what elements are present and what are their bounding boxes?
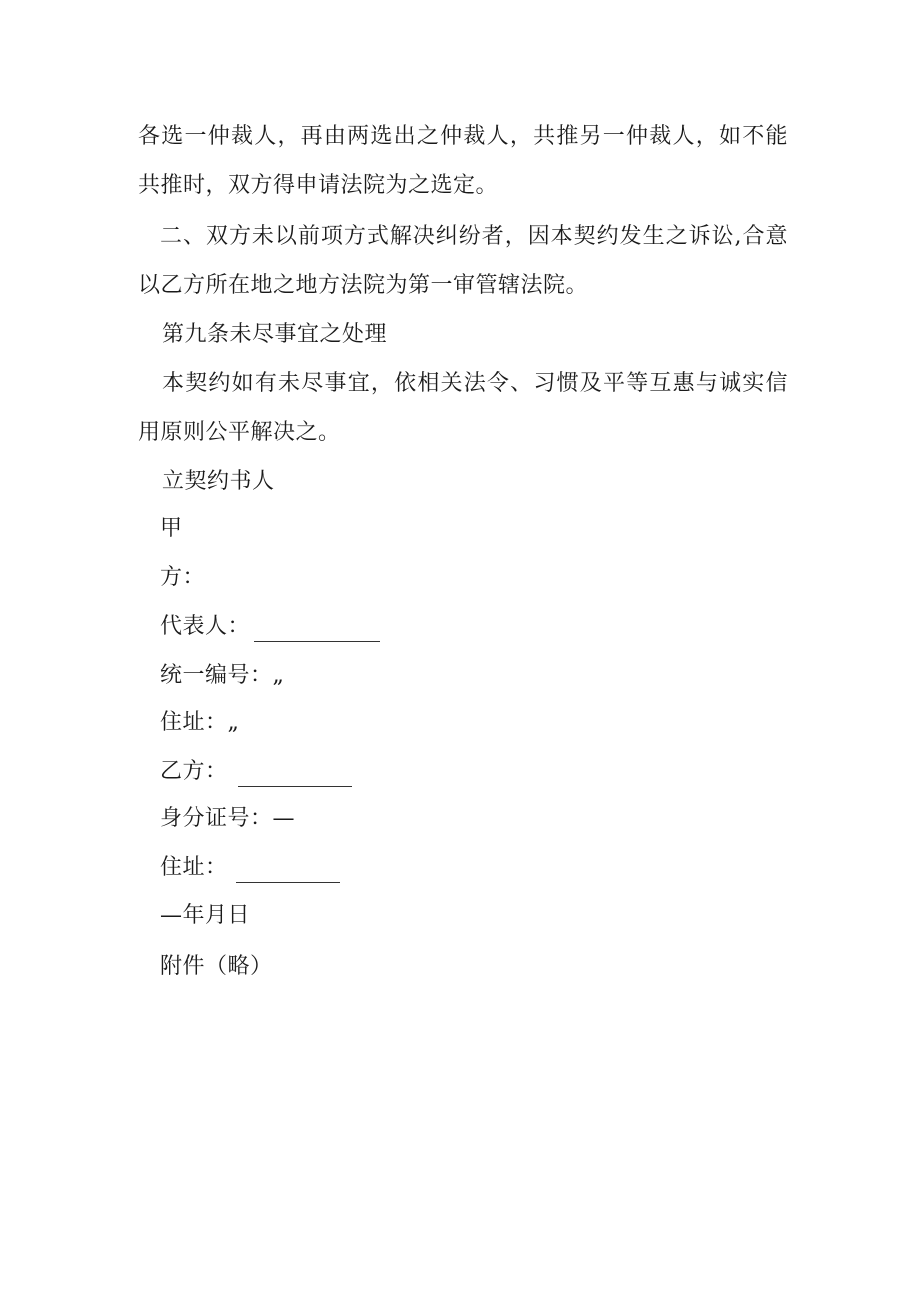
- attachment-note: 附件（略）: [160, 954, 273, 979]
- party-a-representative-row: [160, 612, 380, 642]
- party-a-unified-number: 统一编号：„: [160, 663, 285, 688]
- party-b-label: 乙方：: [160, 759, 228, 784]
- article-9-line-1: 本契约如有未尽事宜，依相关法令、习惯及平等互惠与诚实信: [162, 371, 788, 396]
- litigation-clause-line-2: 以乙方所在地之地方法院为第一审管辖法院。: [138, 273, 589, 298]
- party-a-label-char-2: 方：: [160, 565, 206, 590]
- arbitration-clause-line-1: 各选一仲裁人，再由两选出之仲裁人，共推另一仲裁人，如不能: [138, 124, 788, 149]
- party-a-address: 住址：„: [160, 710, 240, 735]
- party-b-address-row: [160, 853, 340, 883]
- party-b-row: [160, 757, 352, 787]
- article-9-title: 第九条未尽事宜之处理: [162, 322, 388, 347]
- party-b-address-label: 住址：: [160, 855, 228, 880]
- litigation-clause-line-1: 二、双方未以前项方式解决纠纷者，因本契约发生之诉讼,合意: [160, 224, 788, 249]
- party-a-label-char-1: 甲: [160, 516, 183, 541]
- arbitration-clause-line-2: 共推时，双方得申请法院为之选定。: [138, 173, 499, 198]
- signatories-heading: 立契约书人: [162, 469, 275, 494]
- article-9-line-2: 用原则公平解决之。: [138, 420, 341, 445]
- party-b-address-blank: [236, 860, 340, 883]
- party-b-id-number: 身分证号：—: [160, 806, 296, 831]
- date-line: —年月日: [160, 903, 251, 928]
- party-b-blank: [238, 764, 352, 787]
- party-a-representative-label: 代表人：: [160, 614, 251, 639]
- party-a-representative-blank: [254, 619, 380, 642]
